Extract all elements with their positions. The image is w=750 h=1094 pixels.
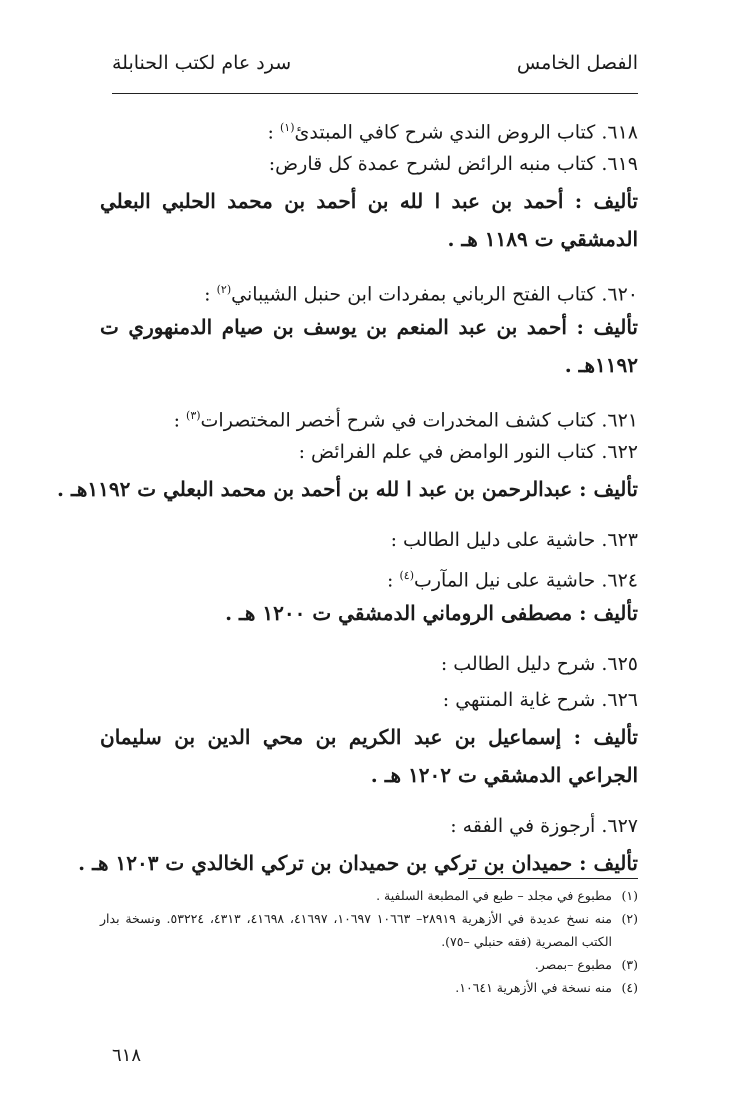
entry-title: شرح غاية المنتهي : <box>442 689 596 711</box>
entry-title: كتاب الروض الندي شرح كافي المبتدئ <box>294 121 596 144</box>
book-group <box>100 522 638 632</box>
footnote-marker[interactable]: (٤) <box>399 569 414 582</box>
page-number: ٦١٨ <box>112 1045 142 1066</box>
spacer <box>100 508 638 522</box>
footnote-number: (٤) <box>621 980 638 995</box>
author-line: تأليف : مصطفى الروماني الدمشقي ت ١٢٠٠ هـ . <box>225 601 638 625</box>
entry-number: ٦٢٣ <box>607 529 638 551</box>
footnote-rule <box>468 878 638 879</box>
entry-title: حاشية على دليل الطالب : <box>390 529 596 551</box>
entry-number: ٦٢٢ <box>607 441 638 463</box>
entry-number: ٦٢٦ <box>607 689 638 711</box>
chapter-title: الفصل الخامس <box>516 52 638 74</box>
author-line: تأليف : أحمد بن عبد المنعم بن يوسف بن صيام الدمنهوري ت ١١٩٢هـ . <box>100 315 638 377</box>
book-entry-621: ٦٢١. كتاب كشف المخدرات في شرح أخصر المختصرات$^{(٣)}$ : <box>173 409 638 432</box>
entry-number: ٦١٨ <box>607 121 638 144</box>
spacer <box>100 632 638 646</box>
footnote-marker[interactable]: (٢) <box>216 283 232 296</box>
footnote <box>100 907 638 953</box>
spacer <box>100 794 638 808</box>
entry-colon: : <box>204 283 217 306</box>
entry-number: ٦٢٧ <box>607 815 638 837</box>
book-entry-623: ٦٢٣. حاشية على دليل الطالب : <box>390 529 638 551</box>
book-group <box>78 808 638 882</box>
footnote <box>100 976 638 999</box>
footnote-text: مطبوع في مجلد – طبع في المطبعة السلفية . <box>376 888 612 903</box>
entry-title: كتاب النور الوامض في علم الفرائض : <box>298 441 596 463</box>
footnote <box>100 884 638 907</box>
footnote <box>100 953 638 976</box>
book-entry-625: ٦٢٥. شرح دليل الطالب : <box>440 653 638 675</box>
footnote-number: (١) <box>621 888 638 903</box>
footnote-text: منه نسخ عديدة في الأزهرية ٢٨٩١٩– ١٠٦٦٣ ١٠٦٩٧، ٤١٦٩٧، ٤١٦٩٨، ٤٣١٣، ٥٣٢٢٤. ونسخة بدار الكتب المصرية (فقه حنبلي –٧٥). <box>100 911 612 949</box>
entry-number: ٦٢١ <box>607 409 638 432</box>
header-rule <box>112 93 638 94</box>
footnote-marker[interactable]: (١) <box>279 121 295 134</box>
spacer <box>100 258 638 272</box>
footnote-text: منه نسخة في الأزهرية ١٠٦٤١. <box>455 980 612 995</box>
book-group <box>100 272 638 384</box>
book-group <box>100 646 638 794</box>
book-entry-626: ٦٢٦. شرح غاية المنتهي : <box>442 689 638 711</box>
footnote-text: مطبوع –بمصر. <box>534 957 612 972</box>
entry-title: كتاب منبه الرائض لشرح عمدة كل قارض: <box>268 153 596 175</box>
author-line: تأليف : حميدان بن تركي بن حميدان بن تركي الخالدي ت ١٢٠٣ هـ . <box>78 851 638 875</box>
entry-title: أرجوزة في الفقه : <box>450 815 596 837</box>
entry-title: كتاب كشف المخدرات في شرح أخصر المختصرات <box>200 409 596 432</box>
book-entry-620: ٦٢٠. كتاب الفتح الرباني بمفردات ابن حنبل الشيباني$^{(٢)}$ : <box>204 283 638 306</box>
entry-colon: : <box>387 569 400 592</box>
footnote-marker[interactable]: (٣) <box>186 409 201 422</box>
footnote-number: (٢) <box>621 911 638 926</box>
spacer <box>100 384 638 398</box>
entry-number: ٦٢٠ <box>607 283 638 306</box>
book-entry-624: ٦٢٤. حاشية على نيل المآرب$^{(٤)}$ : <box>387 569 638 592</box>
book-entry-619: ٦١٩. كتاب منبه الرائض لشرح عمدة كل قارض: <box>268 153 638 175</box>
running-header <box>112 52 638 88</box>
page-body <box>57 110 638 882</box>
footnotes <box>100 884 638 999</box>
author-line: تأليف : إسماعيل بن عبد الكريم بن محي الدين بن سليمان الجراعي الدمشقي ت ١٢٠٢ هـ . <box>100 725 638 787</box>
author-line: تأليف : أحمد بن عبد ا لله بن أحمد بن محمد الحلبي البعلي الدمشقي ت ١١٨٩ هـ . <box>100 189 638 251</box>
entry-colon: : <box>173 409 187 432</box>
section-title: سرد عام لكتب الحنابلة <box>112 52 292 74</box>
book-group <box>57 398 638 508</box>
entry-number: ٦١٩ <box>607 153 638 175</box>
author-line: تأليف : عبدالرحمن بن عبد ا لله بن أحمد بن محمد البعلي ت ١١٩٢هـ . <box>57 477 638 501</box>
entry-colon: : <box>267 121 280 144</box>
entry-number: ٦٢٥ <box>607 653 638 675</box>
entry-title: حاشية على نيل المآرب <box>414 569 596 592</box>
book-entry-622: ٦٢٢. كتاب النور الوامض في علم الفرائض : <box>298 441 638 463</box>
book-entry-627: ٦٢٧. أرجوزة في الفقه : <box>450 815 638 837</box>
entry-number: ٦٢٤ <box>607 569 638 592</box>
book-group <box>100 110 638 258</box>
entry-title: كتاب الفتح الرباني بمفردات ابن حنبل الشيباني <box>231 283 596 306</box>
entry-title: شرح دليل الطالب : <box>440 653 596 675</box>
footnote-number: (٣) <box>621 957 638 972</box>
book-entry-618: ٦١٨. كتاب الروض الندي شرح كافي المبتدئ$^{(١)}$ : <box>267 121 638 144</box>
